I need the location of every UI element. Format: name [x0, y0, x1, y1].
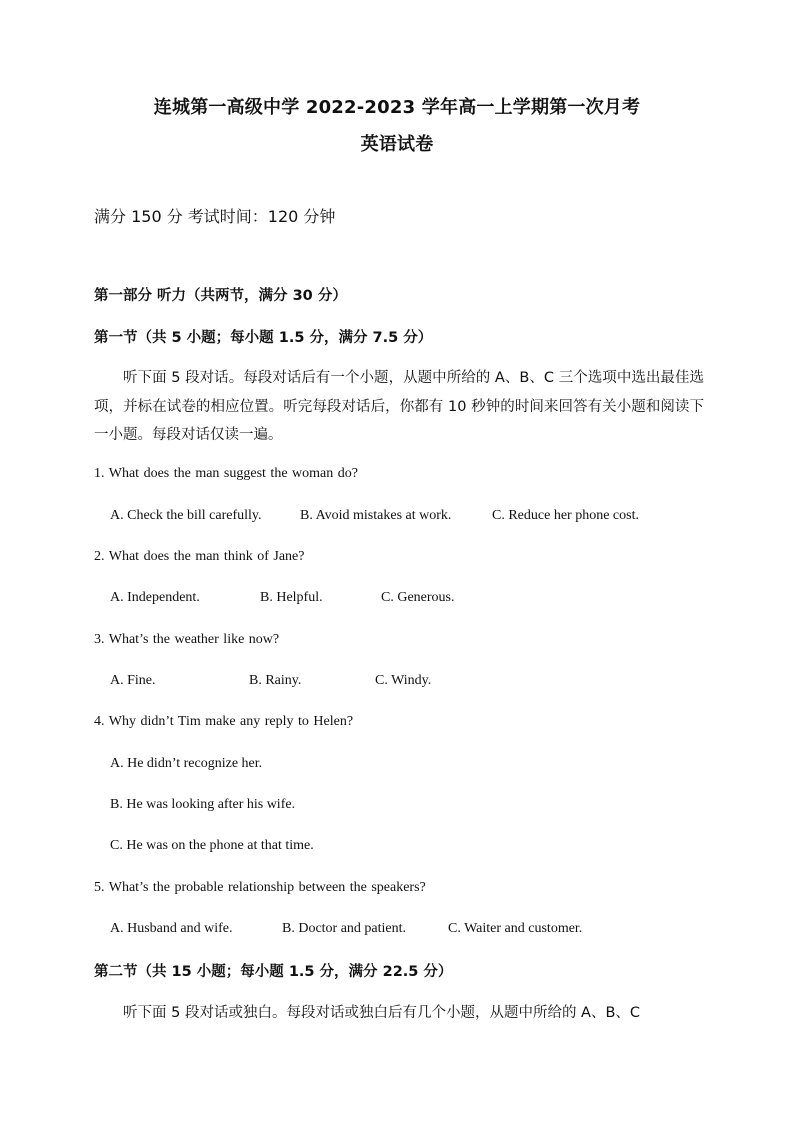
question-4-option-c: C. He was on the phone at that time. — [110, 838, 314, 853]
option-b: B. Doctor and patient. — [282, 921, 407, 936]
option-a: A. Fine. — [110, 673, 156, 688]
option-b: B. Avoid mistakes at work. — [300, 508, 452, 523]
question-4: 4. Why didn’t Tim make any reply to Helen? — [94, 714, 354, 729]
option-c: C. Generous. — [381, 590, 455, 605]
section1-heading: 第一节（共 5 小题；每小题 1.5 分，满分 7.5 分） — [94, 330, 433, 346]
question-1: 1. What does the man suggest the woman do? — [94, 466, 358, 481]
question-4-option-b: B. He was looking after his wife. — [110, 797, 296, 812]
exam-subject: 英语试卷 — [360, 134, 434, 155]
exam-meta: 满分 150 分 考试时间：120 分钟 — [94, 207, 336, 226]
section1-instructions: 听下面 5 段对话。每段对话后有一个小题，从题中所给的 A、B、C 三个选项中选出最佳选项，并标在试卷的相应位置。听完每段对话后，你都有 10 秒钟的时间来回答有关小题和阅读下一小题。每段对话仅读一遍。 — [94, 370, 704, 443]
question-4-option-a: A. He didn’t recognize her. — [110, 756, 263, 771]
option-a: A. Husband and wife. — [110, 921, 233, 936]
exam-title: 连城第一高级中学 2022-2023 学年高一上学期第一次月考 — [153, 97, 641, 118]
option-a: A. Independent. — [110, 590, 200, 605]
option-a: A. Check the bill carefully. — [110, 508, 262, 523]
option-c: C. Reduce her phone cost. — [492, 508, 639, 523]
part1-heading: 第一部分 听力（共两节，满分 30 分） — [94, 288, 347, 304]
option-c: C. Waiter and customer. — [448, 921, 583, 936]
option-c: C. Windy. — [375, 673, 432, 688]
section2-instructions: 听下面 5 段对话或独白。每段对话或独白后有几个小题，从题中所给的 A、B、C — [123, 1005, 641, 1021]
question-3: 3. What’s the weather like now? — [94, 632, 280, 647]
option-b: B. Helpful. — [260, 590, 323, 605]
question-2: 2. What does the man think of Jane? — [94, 549, 305, 564]
option-b: B. Rainy. — [249, 673, 302, 688]
section2-heading: 第二节（共 15 小题；每小题 1.5 分，满分 22.5 分） — [94, 964, 453, 980]
question-5: 5. What’s the probable relationship between the speakers? — [94, 880, 426, 895]
